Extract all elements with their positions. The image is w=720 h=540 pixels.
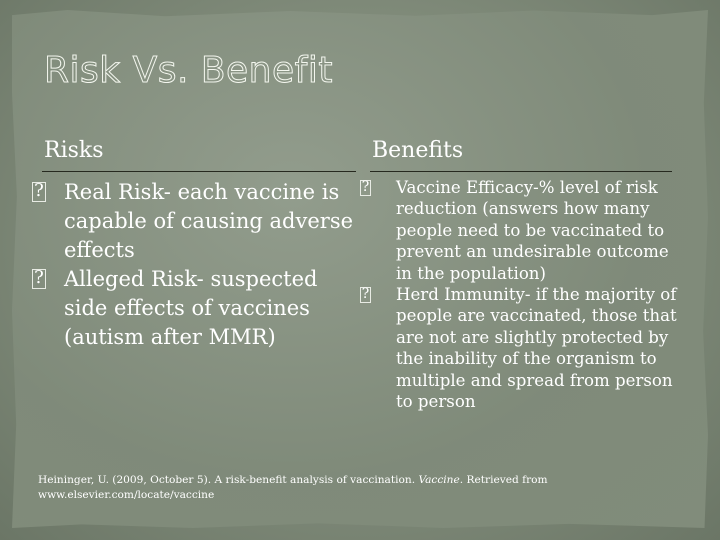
- list-item: [32, 265, 356, 352]
- risks-heading: Risks: [44, 138, 104, 163]
- risks-list: [32, 178, 356, 352]
- bullet-glyph-icon: ?: [32, 269, 46, 289]
- bullet-glyph-icon: ?: [361, 286, 370, 303]
- bullet-glyph-icon: ?: [361, 179, 370, 195]
- list-item-text: Herd Immunity- if the majority of people are vaccinated, those that are not are slightly protected by the inability of the organism to multiple and spread from person to person: [396, 285, 677, 412]
- list-item-text: Alleged Risk- suspected side effects of vaccines (autism after MMR): [64, 267, 318, 349]
- list-item: [354, 284, 684, 412]
- citation-text: Heininger, U. (2009, October 5). A risk-benefit analysis of vaccination.: [38, 474, 419, 486]
- bullet-glyph-icon: ?: [32, 182, 46, 202]
- slide-title: Risk Vs. Benefit: [44, 50, 333, 91]
- benefits-list: [354, 177, 684, 412]
- risks-heading-divider: [42, 171, 356, 172]
- benefits-heading: Benefits: [372, 138, 464, 163]
- list-item-text: Vaccine Efficacy-% level of risk reduction (answers how many people need to be vaccinated to prevent an undesirable outcome in the population): [396, 178, 669, 283]
- benefits-heading-divider: [370, 171, 672, 172]
- list-item-text: Real Risk- each vaccine is capable of causing adverse effects: [64, 180, 354, 262]
- citation-source: . Retrieved from www.elsevier.com/locate/vaccine: [38, 474, 548, 501]
- list-item: [32, 178, 356, 265]
- citation-journal: Vaccine: [418, 474, 460, 486]
- citation: [38, 473, 678, 503]
- list-item: [354, 177, 684, 284]
